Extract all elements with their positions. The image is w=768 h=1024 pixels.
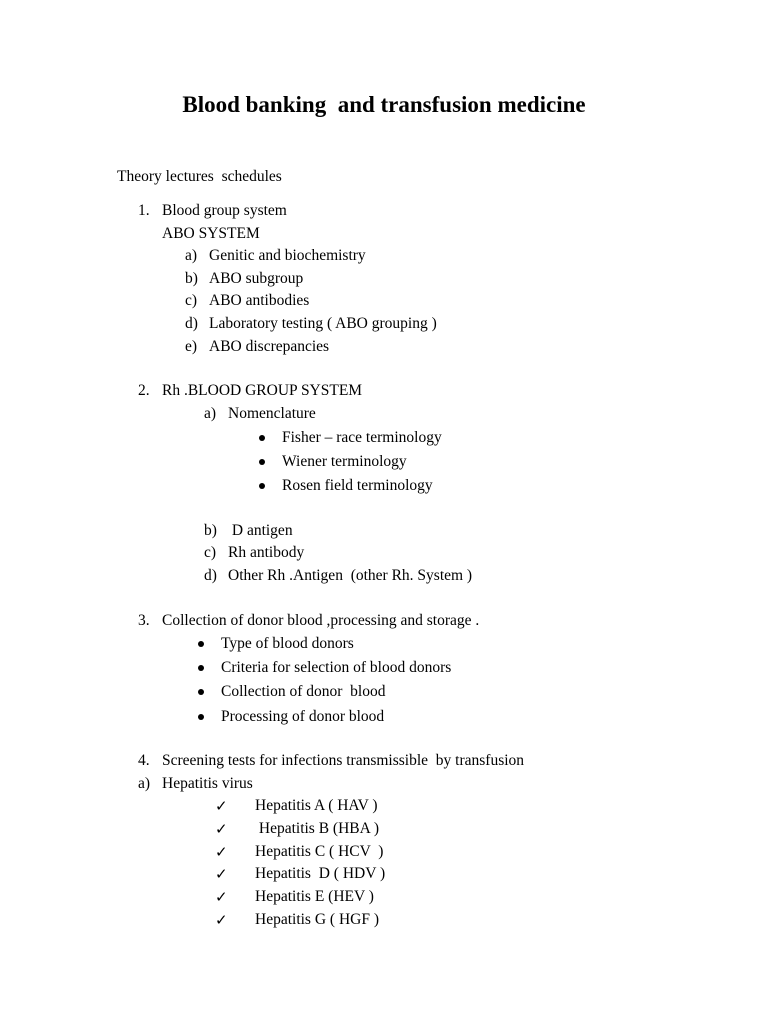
checkmark-icon: ✓ xyxy=(215,797,228,815)
document-title: Blood banking and transfusion medicine xyxy=(182,92,586,117)
bullet-item: Processing of donor blood xyxy=(221,708,385,725)
list-item-marker: d) xyxy=(204,567,217,584)
check-item: Hepatitis G ( HGF ) xyxy=(255,911,379,928)
check-item: Hepatitis B (HBA ) xyxy=(255,820,379,837)
section-1-number: 1. xyxy=(138,202,150,219)
bullet-icon xyxy=(198,714,204,720)
list-item: ABO subgroup xyxy=(209,270,304,287)
section-2-number: 2. xyxy=(138,382,150,399)
section-4-number: 4. xyxy=(138,752,150,769)
section-3-heading: Collection of donor blood ,processing and storage . xyxy=(162,612,480,629)
list-item: D antigen xyxy=(228,522,293,539)
list-item-marker: c) xyxy=(204,544,217,561)
bullet-icon xyxy=(259,483,265,489)
bullet-item: Rosen field terminology xyxy=(282,477,433,494)
check-item: Hepatitis D ( HDV ) xyxy=(255,865,386,882)
section-1-heading: Blood group system xyxy=(162,202,287,219)
bullet-icon xyxy=(198,689,204,695)
check-item: Hepatitis C ( HCV ) xyxy=(255,843,384,860)
list-item-marker: a) xyxy=(204,405,217,422)
checkmark-icon: ✓ xyxy=(215,888,228,906)
list-item: Genitic and biochemistry xyxy=(209,247,366,264)
bullet-icon xyxy=(259,435,265,441)
checkmark-icon: ✓ xyxy=(215,820,228,838)
list-item-marker: e) xyxy=(185,338,198,355)
subtitle: Theory lectures schedules xyxy=(117,168,282,185)
list-item: Nomenclature xyxy=(228,405,316,422)
bullet-icon xyxy=(259,459,265,465)
bullet-icon xyxy=(198,641,204,647)
check-item: Hepatitis A ( HAV ) xyxy=(255,797,378,814)
list-item-marker: b) xyxy=(185,270,198,287)
bullet-item: Wiener terminology xyxy=(282,453,407,470)
check-item: Hepatitis E (HEV ) xyxy=(255,888,374,905)
bullet-item: Collection of donor blood xyxy=(221,683,386,700)
list-item-marker: a) xyxy=(138,775,151,792)
list-item-marker: a) xyxy=(185,247,198,264)
list-item: ABO discrepancies xyxy=(209,338,330,355)
bullet-item: Fisher – race terminology xyxy=(282,429,442,446)
list-item-marker: d) xyxy=(185,315,198,332)
checkmark-icon: ✓ xyxy=(215,843,228,861)
list-item-marker: b) xyxy=(204,522,217,539)
section-4-heading: Screening tests for infections transmissible by transfusion xyxy=(162,752,525,769)
list-item-marker: c) xyxy=(185,292,198,309)
section-1-subheading: ABO SYSTEM xyxy=(162,225,260,242)
checkmark-icon: ✓ xyxy=(215,865,228,883)
list-item: Hepatitis virus xyxy=(162,775,253,792)
bullet-item: Type of blood donors xyxy=(221,635,354,652)
list-item: Other Rh .Antigen (other Rh. System ) xyxy=(228,567,473,584)
section-3-number: 3. xyxy=(138,612,150,629)
section-2-heading: Rh .BLOOD GROUP SYSTEM xyxy=(162,382,363,399)
list-item: Laboratory testing ( ABO grouping ) xyxy=(209,315,437,332)
list-item: ABO antibodies xyxy=(209,292,310,309)
bullet-item: Criteria for selection of blood donors xyxy=(221,659,452,676)
list-item: Rh antibody xyxy=(228,544,305,561)
bullet-icon xyxy=(198,665,204,671)
checkmark-icon: ✓ xyxy=(215,911,228,929)
